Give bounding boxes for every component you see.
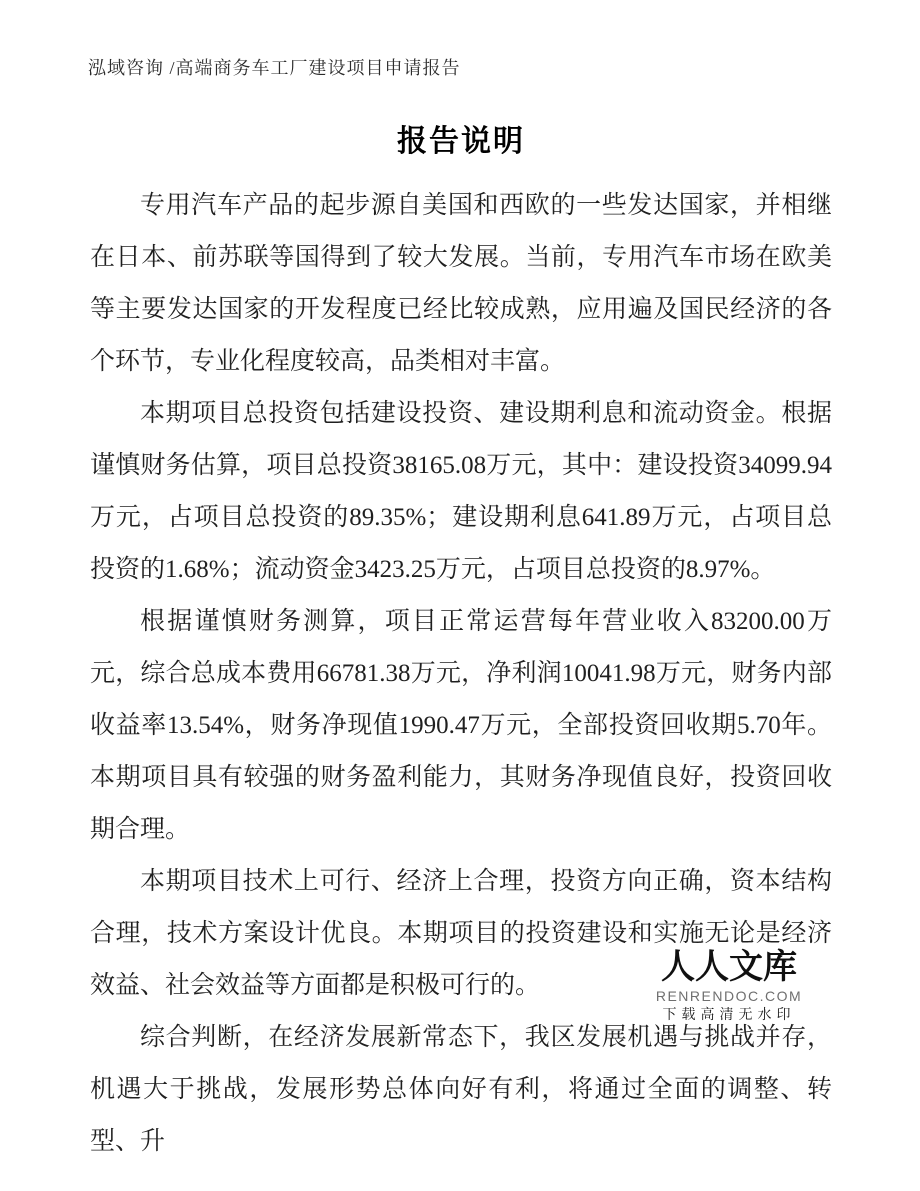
- report-body: [90, 180, 832, 1168]
- paragraph-industry-overview: 专用汽车产品的起步源自美国和西欧的一些发达国家，并相继在日本、前苏联等国得到了较大发展。当前，专用汽车市场在欧美等主要发达国家的开发程度已经比较成熟，应用遍及国民经济的各个环节，专业化程度较高，品类相对丰富。: [90, 192, 832, 375]
- paragraph-conclusion: 综合判断，在经济发展新常态下，我区发展机遇与挑战并存，机遇大于挑战，发展形势总体向好有利，将通过全面的调整、转型、升: [90, 1024, 832, 1155]
- page-title: 报告说明: [397, 125, 525, 158]
- paragraph-feasibility: 本期项目技术上可行、经济上合理，投资方向正确，资本结构合理，技术方案设计优良。本期项目的投资建设和实施无论是经济效益、社会效益等方面都是积极可行的。: [90, 868, 832, 999]
- watermark-brand-text: 人人文库: [661, 949, 797, 986]
- document-header: 泓域咨询 /高端商务车工厂建设项目申请报告: [88, 58, 461, 78]
- paragraph-financial-results: 根据谨慎财务测算，项目正常运营每年营业收入83200.00万元，综合总成本费用66781.38万元，净利润10041.98万元，财务内部收益率13.54%，财务净现值1990.47万元，全部投资回收期5.70年。本期项目具有较强的财务盈利能力，其财务净现值良好，投资回收期合理。: [90, 608, 832, 843]
- watermark-domain-text: RENRENDOC.COM: [655, 988, 803, 1004]
- watermark-tagline-text: 下载高清无水印: [662, 1006, 796, 1022]
- document-content: [90, 122, 832, 1168]
- paragraph-investment-breakdown: 本期项目总投资包括建设投资、建设期利息和流动资金。根据谨慎财务估算，项目总投资38165.08万元，其中：建设投资34099.94万元，占项目总投资的89.35%；建设期利息641.89万元，占项目总投资的1.68%；流动资金3423.25万元，占项目总投资的8.97%。: [90, 400, 832, 583]
